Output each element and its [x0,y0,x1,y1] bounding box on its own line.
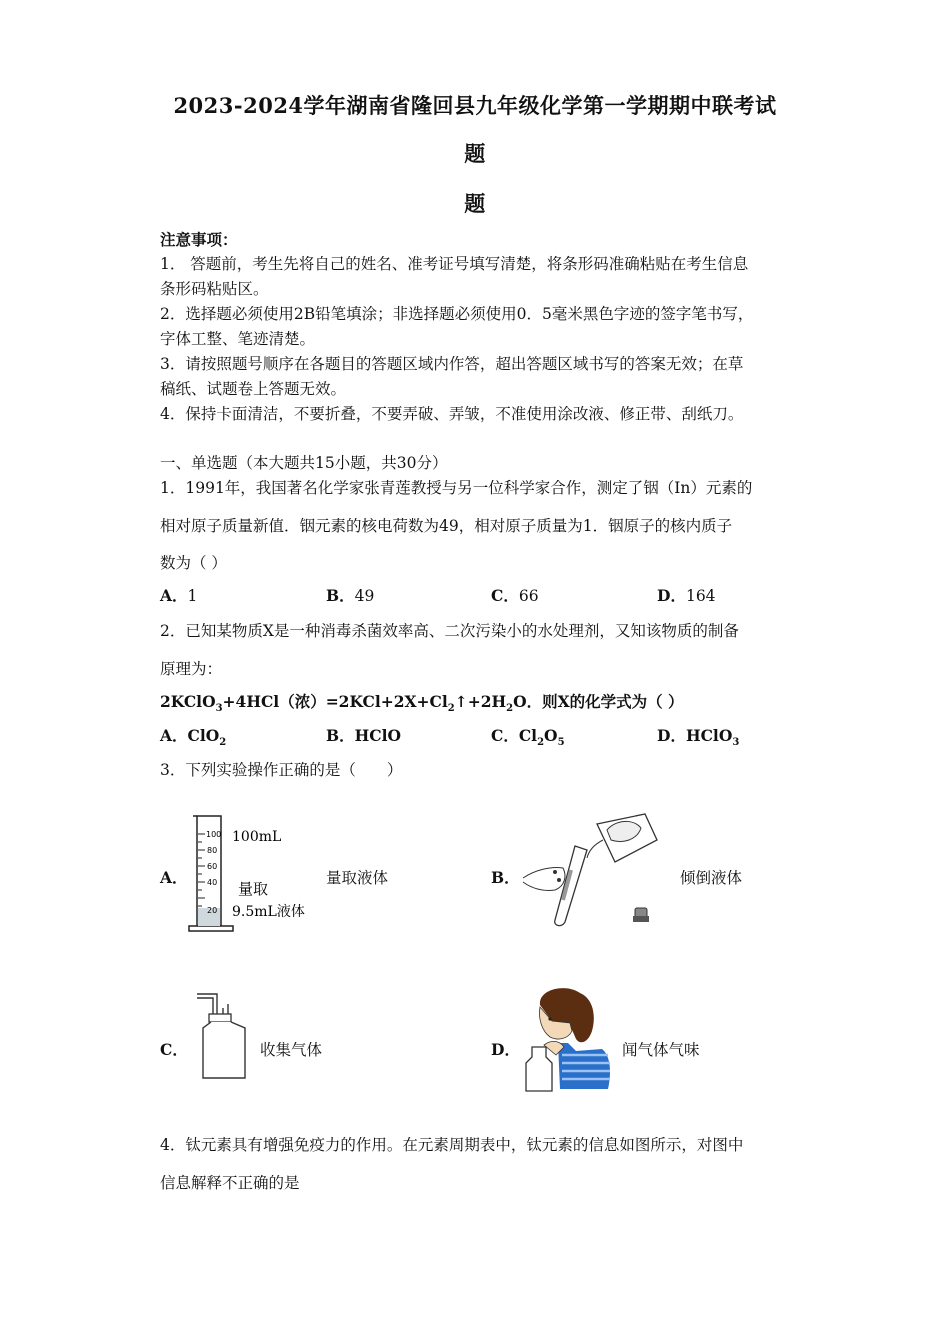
q1-stem-line: 1．1991年，我国著名化学家张青莲教授与另一位科学家合作，测定了铟（In）元素的 [160,479,753,497]
section-heading: 一、单选题（本大题共15小题，共30分） [160,454,448,472]
q1-option-c: C．66 [491,586,539,605]
tick-label: 100 [206,830,222,839]
q2-stem-line: 2．已知某物质X是一种消毒杀菌效率高、二次污染小的水处理剂，又知该物质的制备 [160,622,739,640]
tick-label: 60 [207,862,218,871]
tick-label: 80 [207,846,218,855]
q1-stem-line: 数为（ ） [160,554,227,572]
q1-stem-line: 相对原子质量新值．铟元素的核电荷数为49，相对原子质量为1．铟原子的核内质子 [160,517,733,535]
q2-option-c: C．$Cl_2O_5$ [491,726,565,749]
graduated-cylinder-figure [185,812,320,934]
notice-line: 字体工整、笔迹清楚。 [160,330,316,348]
q3-stem: 3．下列实验操作正确的是（ ） [160,761,403,779]
notice-heading: 注意事项： [160,230,238,249]
notice-line: 稿纸、试题卷上答题无效。 [160,380,347,398]
pouring-liquid-figure [515,810,665,930]
q3-option-b-letter: B． [491,868,520,887]
exam-title-line-1: 2023-2024学年湖南省隆回县九年级化学第一学期期中联考试 [173,93,777,118]
notice-line: 3．请按照题号顺序在各题目的答题区域内作答，超出答题区域书写的答案无效；在草 [160,355,744,373]
gas-collection-bottle-figure [195,992,255,1082]
tick-label: 20 [207,906,218,915]
q2-option-a: A．ClO$_2$ [160,726,227,749]
q2-equation: 2KClO$_3$+4HCl（浓）$=2KCl+2X+Cl_2↑+2H_2O$．则X的化学式为（ ） [160,692,684,715]
figure-label-measure: 量取 [238,880,269,898]
tick-label: 40 [207,878,218,887]
notice-line: 2．选择题必须使用2B铅笔填涂；非选择题必须使用0．5毫米黑色字迹的签字笔书写， [160,305,754,323]
q3-option-a-letter: A． [160,868,188,887]
q2-stem-line: 原理为： [160,660,223,678]
smelling-gas-figure [522,985,614,1093]
q3-option-c-letter: C． [160,1040,188,1059]
q3-option-b-caption: 倾倒液体 [680,869,743,887]
exam-title-line-2: 题 [464,141,486,166]
notice-line: 条形码粘贴区。 [160,280,269,298]
q3-option-c-caption: 收集气体 [260,1041,323,1059]
q3-option-a-caption: 量取液体 [326,869,389,887]
exam-title-line-3: 题 [464,191,486,216]
q1-option-b: B．49 [326,586,375,605]
q2-option-b: B．HClO [326,726,401,745]
figure-label-capacity: 100mL [232,829,282,845]
q3-option-d-letter: D． [491,1040,520,1059]
q4-stem-line: 信息解释不正确的是 [160,1174,300,1192]
notice-line: 1． 答题前，考生先将自己的姓名、准考证号填写清楚，将条形码准确粘贴在考生信息 [160,255,749,273]
q1-option-d: D．164 [657,586,716,605]
figure-label-volume: 9.5mL液体 [232,904,305,920]
q3-option-d-caption: 闻气体气味 [622,1041,700,1059]
q1-option-a: A．1 [160,586,198,605]
notice-line: 4．保持卡面清洁，不要折叠，不要弄破、弄皱，不准使用涂改液、修正带、刮纸刀。 [160,405,744,423]
q2-option-d: D．HClO$_3$ [657,726,740,749]
q4-stem-line: 4．钛元素具有增强免疫力的作用。在元素周期表中，钛元素的信息如图所示，对图中 [160,1136,744,1154]
